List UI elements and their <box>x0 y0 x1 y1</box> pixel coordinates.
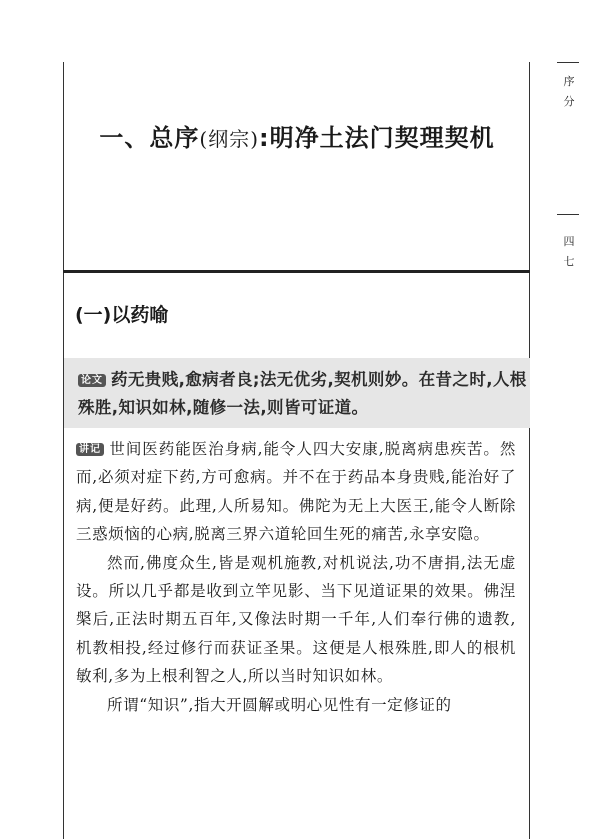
side-section-label: 序分 <box>563 75 575 108</box>
side-rule-middle <box>557 214 579 215</box>
page-number: 四七 <box>563 235 575 268</box>
side-rule-top <box>557 62 579 63</box>
chapter-title <box>64 118 530 153</box>
page-frame-left <box>63 62 64 839</box>
chapter-title-paren: (纲宗) <box>199 127 259 151</box>
page-frame-right <box>529 62 530 839</box>
chapter-divider <box>63 270 530 273</box>
chapter-title-prefix: 一、总序 <box>99 124 200 152</box>
lunwen-block <box>78 366 528 422</box>
lunwen-tag: 论文 <box>78 374 106 387</box>
jiangji-paragraph: 然而,佛度众生,皆是观机施教,对机说法,功不唐捐,法无虚设。所以几乎都是收到立竿见影、当下见道证果的效果。佛涅槃后,正法时期五百年,又像法时期一千年,人们奉行佛的遗教,机教相投,经过修行而获证圣果。这便是人根殊胜,即人的根机敏利,多为上根利智之人,所以当时知识如林。 <box>76 553 516 686</box>
jiangji-paragraph <box>76 435 516 549</box>
jiangji-block <box>76 435 516 719</box>
jiangji-tag: 讲记 <box>76 443 104 456</box>
section-title: (一)以药喻 <box>75 304 169 326</box>
jiangji-paragraph-text: 世间医药能医治身病,能令人四大安康,脱离病患疾苦。然而,必须对症下药,方可愈病。并不在于药品本身贵贱,能治好了病,便是好药。此理,人所易知。佛陀为无上大医王,能令人断除三惑烦恼的心病,脱离三界六道轮回生死的痛苦,永享安隐。 <box>76 440 516 544</box>
jiangji-paragraph: 所谓“知识”,指大开圆解或明心见性有一定修证的 <box>107 695 452 714</box>
lunwen-text: 药无贵贱,愈病者良;法无优劣,契机则妙。在昔之时,人根殊胜,知识如林,随修一法,则皆可证道。 <box>78 370 527 417</box>
chapter-title-suffix: :明净土法门契理契机 <box>259 124 495 152</box>
